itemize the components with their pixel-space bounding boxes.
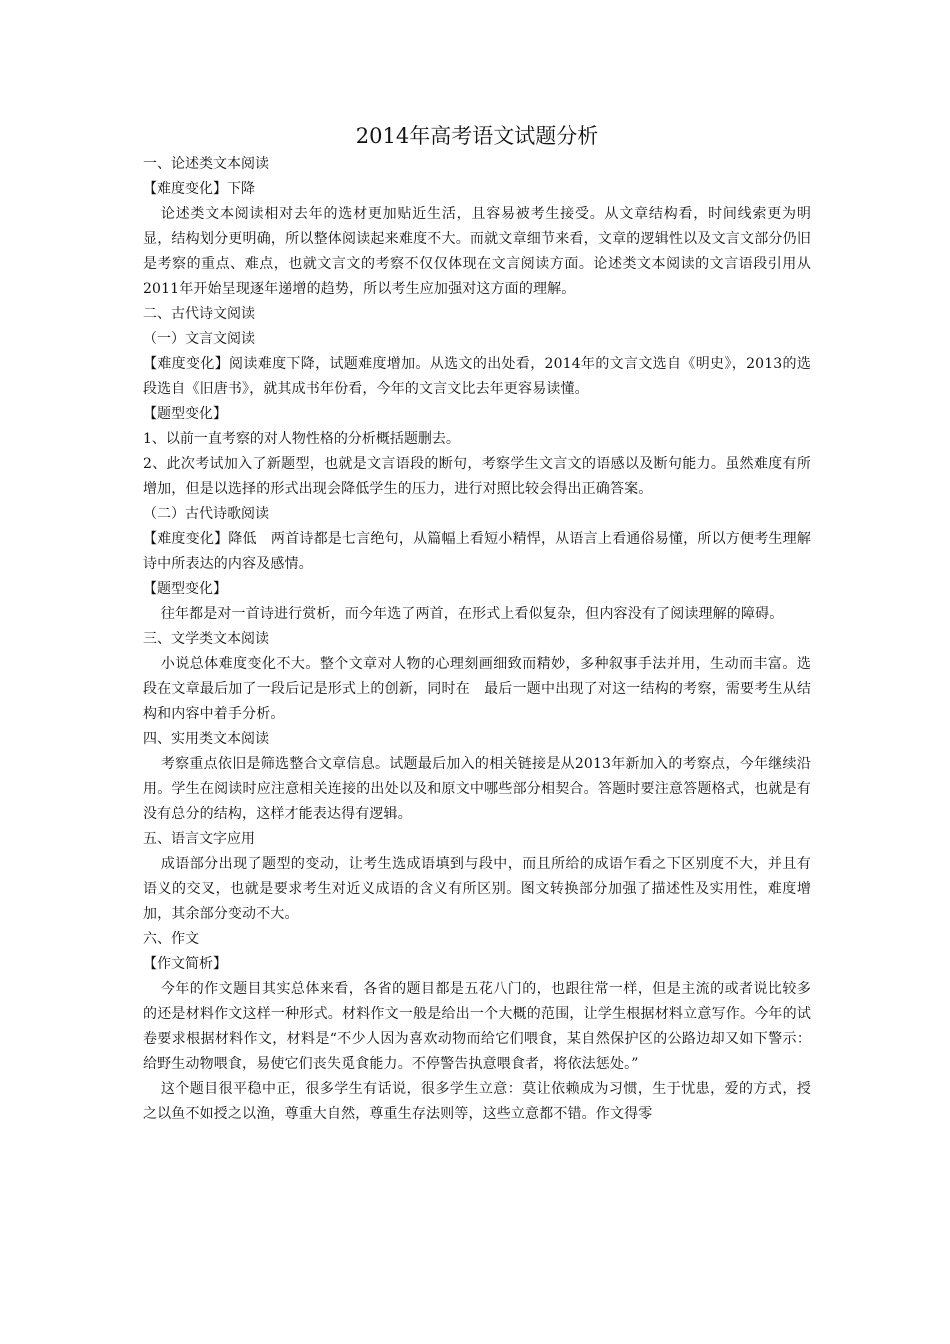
section-3-body: 小说总体难度变化不大。整个文章对人物的心理刻画细致而精妙，多种叙事手法并用，生动而丰富。选段在文章最后加了一段后记是形式上的创新，同时在 最后一题中出现了对这一结构的考察，需要考生从结构和内容中着手分析。	[143, 656, 811, 722]
section-1-body: 论述类文本阅读相对去年的选材更加贴近生活，且容易被考生接受。从文章结构看，时间线索更为明显，结构划分更明确，所以整体阅读起来难度不大。而就文章细节来看，文章的逻辑性以及文言文部分仍旧是考察的重点、难点，也就文言文的考察不仅仅体现在文言阅读方面。论述类文本阅读的文言语段引用从2011年开始呈现逐年递增的趋势，所以考生应加强对这方面的理解。	[143, 206, 811, 297]
section-3-heading: 三、文学类文本阅读	[143, 631, 269, 647]
section-2b-type-heading: 【题型变化】	[143, 581, 227, 597]
section-2a-type-heading: 【题型变化】	[143, 406, 227, 422]
section-4-heading: 四、实用类文本阅读	[143, 731, 269, 747]
section-6-body-1: 今年的作文题目其实总体来看，各省的题目都是五花八门的，也跟往常一样，但是主流的或者说比较多的还是材料作文这样一种形式。材料作文一般是给出一个大概的范围，让学生根据材料立意写作。今年的试卷要求根据材料作文，材料是“不少人因为喜欢动物而给它们喂食，某自然保护区的公路边却又如下警示：给野生动物喂食，易使它们丧失觅食能力。不停警告执意喂食者，将依法惩处。”	[143, 981, 811, 1072]
section-6-body-2: 这个题目很平稳中正，很多学生有话说，很多学生立意：莫让依赖成为习惯，生于忧患，爱的方式，授之以鱼不如授之以渔，尊重大自然，尊重生存法则等，这些立意都不错。作文得零	[143, 1081, 811, 1122]
section-2b-difficulty: 【难度变化】降低 两首诗都是七言绝句，从篇幅上看短小精悍，从语言上看通俗易懂，所以方便考生理解诗中所表达的内容及感情。	[143, 531, 811, 572]
section-5-body: 成语部分出现了题型的变动，让考生选成语填到与段中，而且所给的成语乍看之下区别度不大，并且有语义的交叉，也就是要求考生对近义成语的含义有所区别。图文转换部分加强了描述性及实用性，难度增加，其余部分变动不大。	[143, 856, 811, 922]
section-2b-body: 往年都是对一首诗进行赏析，而今年选了两首，在形式上看似复杂，但内容没有了阅读理解的障碍。	[160, 606, 784, 622]
document-page	[143, 120, 811, 1127]
section-2-heading: 二、古代诗文阅读	[143, 306, 255, 322]
section-6-heading: 六、作文	[143, 931, 199, 947]
document-title: 2014年高考语文试题分析	[355, 124, 599, 148]
section-6-intro-heading: 【作文简析】	[143, 956, 227, 972]
section-1-heading: 一、论述类文本阅读	[143, 156, 269, 172]
section-5-heading: 五、语言文字应用	[143, 831, 255, 847]
section-2b-heading: （二）古代诗歌阅读	[143, 506, 269, 522]
section-1-difficulty: 【难度变化】下降	[143, 181, 255, 197]
section-2a-heading: （一）文言文阅读	[143, 331, 255, 347]
section-2a-difficulty: 【难度变化】阅读难度下降，试题难度增加。从选文的出处看，2014年的文言文选自《明史》，2013的选段选自《旧唐书》，就其成书年份看，今年的文言文比去年更容易读懂。	[143, 356, 811, 397]
section-2a-item-2: 2、此次考试加入了新题型，也就是文言语段的断句，考察学生文言文的语感以及断句能力。虽然难度有所增加，但是以选择的形式出现会降低学生的压力，进行对照比较会得出正确答案。	[143, 456, 811, 497]
section-4-body: 考察重点依旧是筛选整合文章信息。试题最后加入的相关链接是从2013年新加入的考察点，今年继续沿用。学生在阅读时应注意相关连接的出处以及和原文中哪些部分相契合。答题时要注意答题格式，也就是有没有总分的结构，这样才能表达得有逻辑。	[143, 756, 811, 822]
section-2a-item-1: 1、以前一直考察的对人物性格的分析概括题删去。	[143, 431, 460, 447]
